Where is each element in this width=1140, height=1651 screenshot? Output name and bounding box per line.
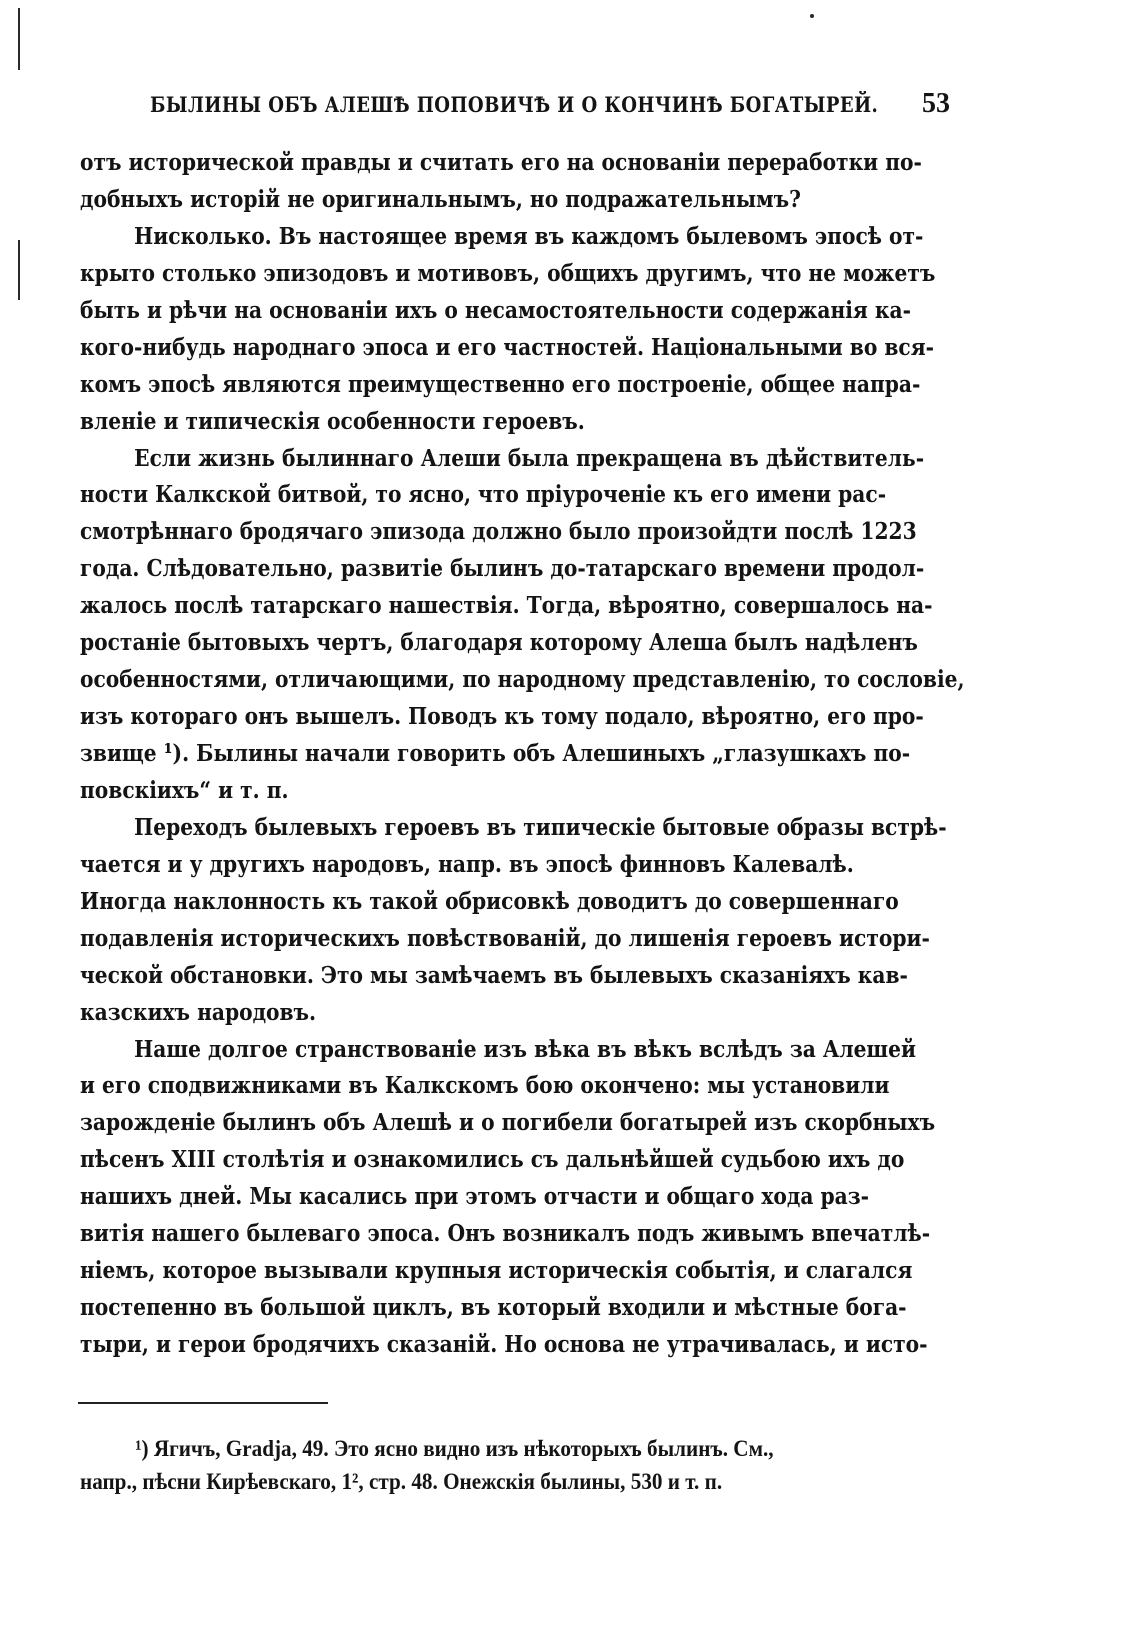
footnote-line: ¹) Ягичъ, Gradja, 49. Это ясно видно изъ нѣкоторыхъ былинъ. См.,: [135, 1436, 774, 1461]
text-line: Наше долгое странствованіе изъ вѣка въ вѣкъ вслѣдъ за Алешей: [134, 1034, 917, 1063]
scan-edge-mark: [18, 8, 20, 70]
text-line: звище ¹). Былины начали говорить объ Алешиныхъ „глазушкахъ по-: [80, 739, 911, 767]
footnotes: [80, 1432, 950, 1498]
text-line: Иногда наклонность къ такой обрисовкѣ доводитъ до совершеннаго: [80, 886, 899, 915]
running-head: БЫЛИНЫ ОБЪ АЛЕШѢ ПОПОВИЧѢ И О КОНЧИНѢ БОГАТЫРЕЙ.: [150, 92, 879, 117]
text-line: комъ эпосѣ являются преимущественно его построеніе, общее напра-: [80, 369, 921, 398]
text-line: тыри, и герои бродячихъ сказаній. Но основа не утрачивалась, и исто-: [80, 1330, 928, 1358]
text-line: Если жизнь былиннаго Алеши была прекращена въ дѣйствитель-: [134, 443, 925, 472]
text-line: ности Калкской битвой, то ясно, что пріуроченіе къ его имени рас-: [80, 480, 887, 509]
text-line: вленіе и типическія особенности героевъ.: [80, 406, 585, 435]
footnote-line: напр., пѣсни Кирѣевскаго, 1², стр. 48. Онежскія былины, 530 и т. п.: [80, 1469, 723, 1494]
text-line: зарожденіе былинъ объ Алешѣ и о погибели богатырей изъ скорбныхъ: [80, 1108, 936, 1137]
text-line: казскихъ народовъ.: [80, 997, 317, 1026]
text-line: подавленія историческихъ повѣствованій, до лишенія героевъ истори-: [80, 923, 930, 952]
page-number: 53: [922, 88, 950, 119]
text-line: и его сподвижниками въ Калкскомъ бою окончено: мы установили: [80, 1071, 890, 1100]
text-line: ніемъ, которое вызывали крупныя историческія событія, и слагался: [80, 1256, 913, 1285]
text-line: Нисколько. Въ настоящее время въ каждомъ былевомъ эпосѣ от-: [134, 221, 924, 250]
text-line: смотрѣннаго бродячаго эпизода должно было произойдти послѣ 1223: [80, 517, 917, 546]
footnote-divider: [78, 1402, 328, 1404]
text-line: отъ исторической правды и считать его на основаніи переработки по-: [80, 148, 922, 176]
text-line: пѣсенъ XIII столѣтія и ознакомились съ дальнѣйшей судьбою ихъ до: [80, 1145, 905, 1174]
text-line: изъ котораго онъ вышелъ. Поводъ къ тому подало, вѣроятно, его про-: [80, 702, 924, 731]
text-line: ческой обстановки. Это мы замѣчаемъ въ былевыхъ сказаніяхъ кав-: [80, 960, 908, 989]
text-line: чается и у другихъ народовъ, напр. въ эпосѣ финновъ Калевалѣ.: [80, 849, 854, 878]
text-line: ростаніе бытовыхъ чертъ, благодаря которому Алеша былъ надѣленъ: [80, 628, 918, 657]
text-line: быть и рѣчи на основаніи ихъ о несамостоятельности содержанія ка-: [80, 295, 911, 324]
scan-speck: [810, 14, 814, 18]
text-line: Переходъ былевыхъ героевъ въ типическіе бытовые образы встрѣ-: [134, 812, 947, 841]
text-line: повскіихъ“ и т. п.: [80, 775, 289, 804]
text-line: постепенно въ большой циклъ, въ который входили и мѣстные бога-: [80, 1293, 907, 1322]
page-header: [150, 88, 950, 128]
scan-edge-mark: [18, 240, 20, 300]
text-line: нашихъ дней. Мы касались при этомъ отчасти и общаго хода раз-: [80, 1182, 870, 1211]
text-line: кого-нибудь народнаго эпоса и его частностей. Національными во вся-: [80, 332, 935, 361]
body-text: [80, 144, 965, 1363]
text-line: особенностями, отличающими, по народному представленію, то сословіе,: [80, 665, 965, 694]
text-line: добныхъ исторій не оригинальнымъ, но подражательнымъ?: [80, 184, 801, 213]
text-line: крыто столько эпизодовъ и мотивовъ, общихъ другимъ, что не можетъ: [80, 258, 936, 287]
text-line: витія нашего былеваго эпоса. Онъ возникалъ подъ живымъ впечатлѣ-: [80, 1219, 931, 1248]
text-line: года. Слѣдовательно, развитіе былинъ до-татарскаго времени продол-: [80, 554, 925, 583]
text-line: жалось послѣ татарскаго нашествія. Тогда, вѣроятно, совершалось на-: [80, 591, 933, 620]
